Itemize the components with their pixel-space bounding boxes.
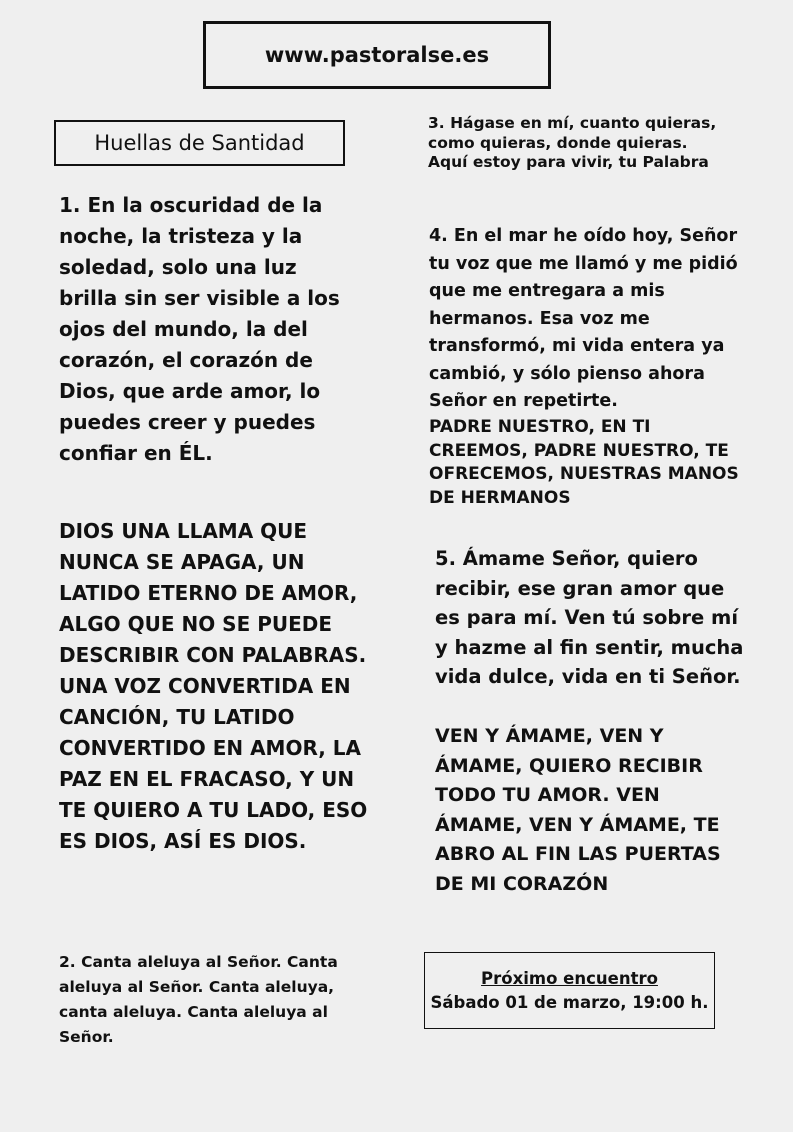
chorus-1: DIOS UNA LLAMA QUE NUNCA SE APAGA, UN LATIDO ETERNO DE AMOR, ALGO QUE NO SE PUEDE DESCRIBIR CON PALABRAS. UNA VOZ CONVERTIDA EN CANCIÓN, TU LATIDO CONVERTIDO EN AMOR, LA PAZ EN EL FRACASO, Y UN TE QUIERO A TU LADO, ESO ES DIOS, ASÍ ES DIOS. bbox=[59, 519, 368, 853]
verse-1: 1. En la oscuridad de la noche, la tristeza y la soledad, solo una luz brilla sin ser visible a los ojos del mundo, la del corazón, el corazón de Dios, que arde amor, lo puedes creer y puedes confiar en ÉL. bbox=[59, 193, 340, 465]
next-meeting-box bbox=[424, 952, 715, 1029]
verse-2: 2. Canta aleluya al Señor. Canta aleluya al Señor. Canta aleluya, canta aleluya. Canta aleluya al Señor. bbox=[59, 953, 338, 1046]
website-url: www.pastoralse.es bbox=[264, 43, 490, 67]
verse-3: 3. Hágase en mí, cuanto quieras, como quieras, donde quieras. Aquí estoy para vivir, tu Palabra bbox=[428, 114, 717, 171]
verse-5: 5. Ámame Señor, quiero recibir, ese gran amor que es para mí. Ven tú sobre mí y hazme al fin sentir, mucha vida dulce, vida en ti Señor. bbox=[435, 547, 744, 688]
next-meeting-title: Próximo encuentro bbox=[481, 968, 658, 988]
next-meeting-date: Sábado 01 de marzo, 19:00 h. bbox=[430, 992, 709, 1012]
verse-4: 4. En el mar he oído hoy, Señor tu voz que me llamó y me pidió que me entregara a mis hermanos. Esa voz me transformó, mi vida entera ya cambió, y sólo pienso ahora Señor en repetirte. bbox=[429, 226, 738, 411]
chorus-4: PADRE NUESTRO, EN TI CREEMOS, PADRE NUESTRO, TE OFRECEMOS, NUESTRAS MANOS DE HERMANOS bbox=[429, 417, 739, 508]
chorus-5: VEN Y ÁMAME, VEN Y ÁMAME, QUIERO RECIBIR TODO TU AMOR. VEN ÁMAME, VEN Y ÁMAME, TE ABRO AL FIN LAS PUERTAS DE MI CORAZÓN bbox=[435, 725, 721, 895]
website-url-box bbox=[203, 21, 551, 89]
song-title-box bbox=[54, 120, 345, 166]
song-title: Huellas de Santidad bbox=[94, 131, 305, 155]
